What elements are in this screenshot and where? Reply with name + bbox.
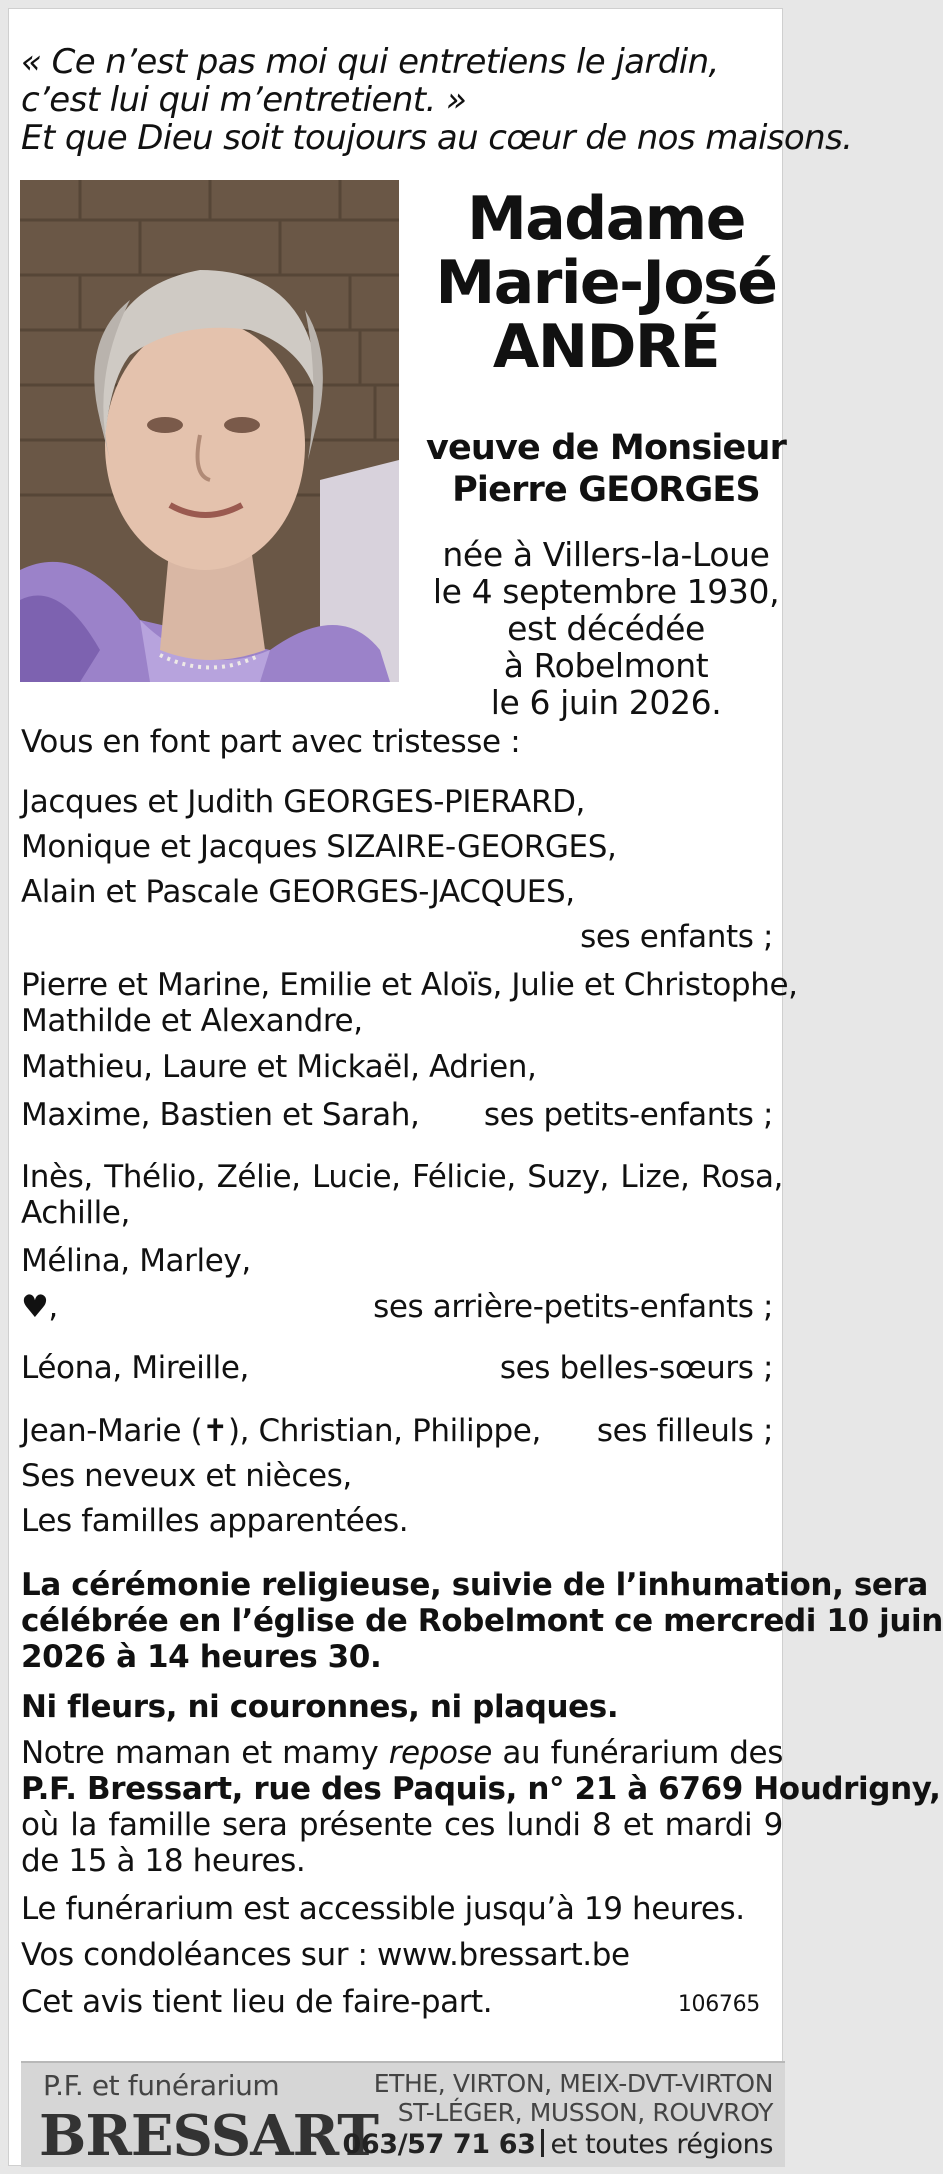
repose-line: de 15 à 18 heures.	[21, 1843, 306, 1879]
other-relatives: Ses neveux et nièces,	[21, 1458, 352, 1494]
great-grandchildren-role: ses arrière-petits-enfants ;	[373, 1289, 773, 1325]
footer-regions: et toutes régions	[550, 2129, 773, 2160]
intro-text: Vous en font part avec tristesse :	[21, 724, 521, 760]
footer-contact	[343, 2129, 773, 2160]
grandchildren-role: ses petits-enfants ;	[483, 1097, 773, 1133]
godchildren-role: ses filleuls ;	[596, 1413, 773, 1449]
accessible-hours: Le funérarium est accessible jusqu’à 19 heures.	[21, 1891, 745, 1927]
repose-pre: Notre maman et mamy	[21, 1735, 389, 1771]
footer-places: ETHE, VIRTON, MEIX-DVT-VIRTON	[373, 2069, 773, 2098]
epigraph-quote	[21, 42, 853, 158]
grandchild-name: Mathilde et Alexandre,	[21, 1003, 363, 1039]
deceased-name	[409, 184, 803, 382]
funeral-director-footer	[21, 2061, 785, 2167]
widow-line: Pierre GEORGES	[452, 470, 760, 510]
great-grandchild-name: Mélina, Marley,	[21, 1243, 251, 1279]
sister-in-law-names: Léona, Mireille,	[21, 1350, 249, 1386]
birth-death-info	[409, 536, 803, 721]
portrait-photo	[20, 180, 399, 682]
notice-text: Cet avis tient lieu de faire-part.	[21, 1984, 493, 2020]
footer-places: ST-LÉGER, MUSSON, ROUVROY	[397, 2098, 773, 2127]
repose-line	[21, 1735, 783, 1771]
name-title: Madame	[467, 184, 745, 254]
condolences-link: Vos condoléances sur : www.bressart.be	[21, 1937, 630, 1973]
ceremony-line: 2026 à 14 heures 30.	[21, 1639, 382, 1675]
heart-icon: ♥,	[21, 1289, 58, 1325]
funeral-home-address: P.F. Bressart, rue des Paquis, n° 21 à 6769 Houdrigny,	[21, 1771, 941, 1807]
quote-line: « Ce n’est pas moi qui entretiens le jardin,	[21, 42, 719, 82]
great-grandchild-name: Achille,	[21, 1195, 130, 1231]
birth-line: le 6 juin 2026.	[490, 683, 722, 722]
widow-of	[409, 427, 803, 511]
obituary-notice	[8, 8, 943, 2169]
grandchild-name: Mathieu, Laure et Mickaël, Adrien,	[21, 1049, 537, 1085]
repose-italic: repose	[388, 1735, 492, 1771]
child-name: Monique et Jacques SIZAIRE-GEORGES,	[21, 829, 617, 865]
footer-separator	[541, 2129, 544, 2157]
sisters-in-law-role: ses belles-sœurs ;	[499, 1350, 773, 1386]
grandchild-name: Maxime, Bastien et Sarah,	[21, 1097, 420, 1133]
great-grandchild-name: Inès, Thélio, Zélie, Lucie, Félicie, Suzy, Lize, Rosa,	[21, 1159, 783, 1195]
repose-line: où la famille sera présente ces lundi 8 et mardi 9	[21, 1807, 783, 1843]
child-name: Alain et Pascale GEORGES-JACQUES,	[21, 874, 575, 910]
name-last: ANDRÉ	[492, 312, 720, 382]
widow-line: veuve de Monsieur	[425, 428, 787, 468]
other-relatives: Les familles apparentées.	[21, 1503, 409, 1539]
birth-line: le 4 septembre 1930,	[432, 572, 780, 611]
footer-phone: 063/57 71 63	[342, 2129, 536, 2160]
ceremony-line: La cérémonie religieuse, suivie de l’inhumation, sera	[21, 1567, 928, 1603]
birth-line: est décédée	[507, 609, 705, 648]
grandchild-name: Pierre et Marine, Emilie et Aloïs, Julie et Christophe,	[21, 967, 798, 1003]
ceremony-line: célébrée en l’église de Robelmont ce mercredi 10 juin	[21, 1603, 943, 1639]
child-name: Jacques et Judith GEORGES-PIERARD,	[21, 784, 586, 820]
children-role: ses enfants ;	[580, 919, 773, 955]
quote-line: Et que Dieu soit toujours au cœur de nos maisons.	[21, 118, 853, 158]
reference-number: 106765	[677, 1992, 760, 2017]
repose-post: au funérarium des	[491, 1735, 783, 1771]
godchildren-names: Jean-Marie (✝), Christian, Philippe,	[21, 1413, 541, 1449]
birth-line: à Robelmont	[503, 646, 709, 685]
name-first: Marie-José	[435, 248, 777, 318]
footer-brand-logo: BRESSART	[39, 2103, 378, 2169]
quote-line: c’est lui qui m’entretient. »	[21, 80, 467, 120]
footer-subtitle: P.F. et funérarium	[43, 2069, 280, 2102]
birth-line: née à Villers-la-Loue	[442, 535, 770, 574]
no-flowers: Ni fleurs, ni couronnes, ni plaques.	[21, 1689, 619, 1725]
